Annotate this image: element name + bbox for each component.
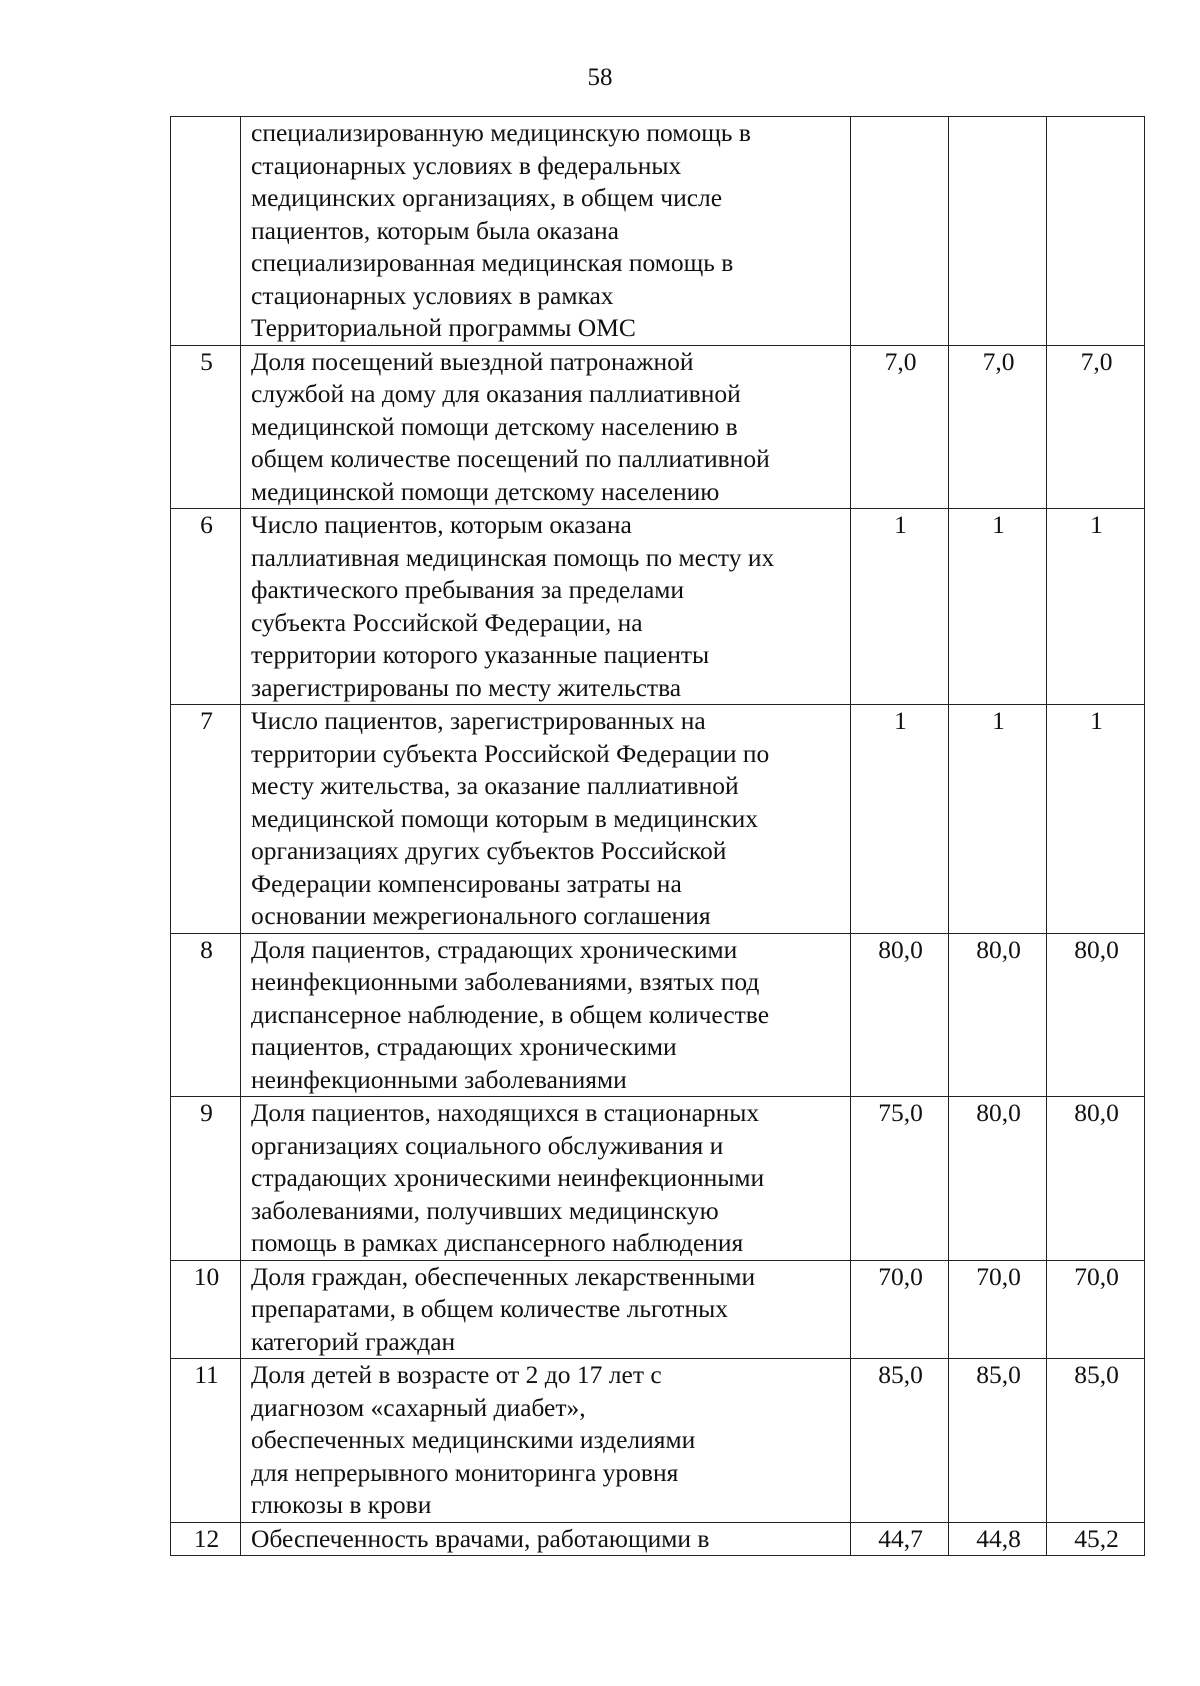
indicator-text: специализированную медицинскую помощь в стационарных условиях в федеральных медицинских организациях, в общем числе пациентов, которым была оказана специализированная медицинская помощь в стационарных условиях в рамках Территориальной программы ОМС — [241, 117, 851, 346]
value-col-1 — [851, 117, 949, 346]
row-number: 12 — [171, 1522, 241, 1556]
indicator-text: Обеспеченность врачами, работающими в — [241, 1522, 851, 1556]
value-col-1: 1 — [851, 509, 949, 705]
value-col-3: 85,0 — [1047, 1359, 1145, 1523]
table-row — [171, 933, 1145, 1097]
page-number: 58 — [587, 64, 613, 91]
row-number: 9 — [171, 1097, 241, 1261]
value-col-1: 75,0 — [851, 1097, 949, 1261]
table-row — [171, 1522, 1145, 1556]
indicator-text: Доля пациентов, находящихся в стационарных организациях социального обслуживания и страдающих хроническими неинфекционными заболеваниями, получивших медицинскую помощь в рамках диспансерного наблюдения — [241, 1097, 851, 1261]
table-row — [171, 117, 1145, 346]
value-col-2: 7,0 — [949, 345, 1047, 509]
row-number: 5 — [171, 345, 241, 509]
value-col-2 — [949, 117, 1047, 346]
row-number: 11 — [171, 1359, 241, 1523]
value-col-1: 44,7 — [851, 1522, 949, 1556]
value-col-3: 7,0 — [1047, 345, 1145, 509]
value-col-3 — [1047, 117, 1145, 346]
row-number: 7 — [171, 705, 241, 934]
row-number: 6 — [171, 509, 241, 705]
value-col-2: 80,0 — [949, 1097, 1047, 1261]
value-col-2: 1 — [949, 509, 1047, 705]
indicator-text: Число пациентов, зарегистрированных на территории субъекта Российской Федерации по месту жительства, за оказание паллиативной медицинской помощи которым в медицинских организациях других субъектов Российской Федерации компенсированы затраты на основании межрегионального соглашения — [241, 705, 851, 934]
value-col-3: 1 — [1047, 705, 1145, 934]
table-row — [171, 1359, 1145, 1523]
table-row — [171, 1097, 1145, 1261]
indicator-text: Доля пациентов, страдающих хроническими неинфекционными заболеваниями, взятых под диспансерное наблюдение, в общем количестве пациентов, страдающих хроническими неинфекционными заболеваниями — [241, 933, 851, 1097]
value-col-1: 7,0 — [851, 345, 949, 509]
indicator-text: Доля посещений выездной патронажной службой на дому для оказания паллиативной медицинской помощи детскому населению в общем количестве посещений по паллиативной медицинской помощи детскому населению — [241, 345, 851, 509]
value-col-1: 80,0 — [851, 933, 949, 1097]
indicator-text: Доля граждан, обеспеченных лекарственными препаратами, в общем количестве льготных категорий граждан — [241, 1260, 851, 1359]
table-row — [171, 1260, 1145, 1359]
value-col-2: 85,0 — [949, 1359, 1047, 1523]
value-col-2: 80,0 — [949, 933, 1047, 1097]
table-row — [171, 705, 1145, 934]
value-col-3: 45,2 — [1047, 1522, 1145, 1556]
value-col-2: 1 — [949, 705, 1047, 934]
indicator-text: Доля детей в возрасте от 2 до 17 лет с диагнозом «сахарный диабет», обеспеченных медицинскими изделиями для непрерывного мониторинга уровня глюкозы в крови — [241, 1359, 851, 1523]
row-number: 8 — [171, 933, 241, 1097]
value-col-2: 44,8 — [949, 1522, 1047, 1556]
row-number — [171, 117, 241, 346]
value-col-3: 80,0 — [1047, 1097, 1145, 1261]
table-row — [171, 345, 1145, 509]
value-col-2: 70,0 — [949, 1260, 1047, 1359]
indicators-table — [170, 116, 1145, 1556]
value-col-3: 80,0 — [1047, 933, 1145, 1097]
value-col-1: 85,0 — [851, 1359, 949, 1523]
value-col-1: 1 — [851, 705, 949, 934]
value-col-3: 1 — [1047, 509, 1145, 705]
table-row — [171, 509, 1145, 705]
row-number: 10 — [171, 1260, 241, 1359]
value-col-3: 70,0 — [1047, 1260, 1145, 1359]
indicator-text: Число пациентов, которым оказана паллиативная медицинская помощь по месту их фактического пребывания за пределами субъекта Российской Федерации, на территории которого указанные пациенты зарегистрированы по месту жительства — [241, 509, 851, 705]
value-col-1: 70,0 — [851, 1260, 949, 1359]
